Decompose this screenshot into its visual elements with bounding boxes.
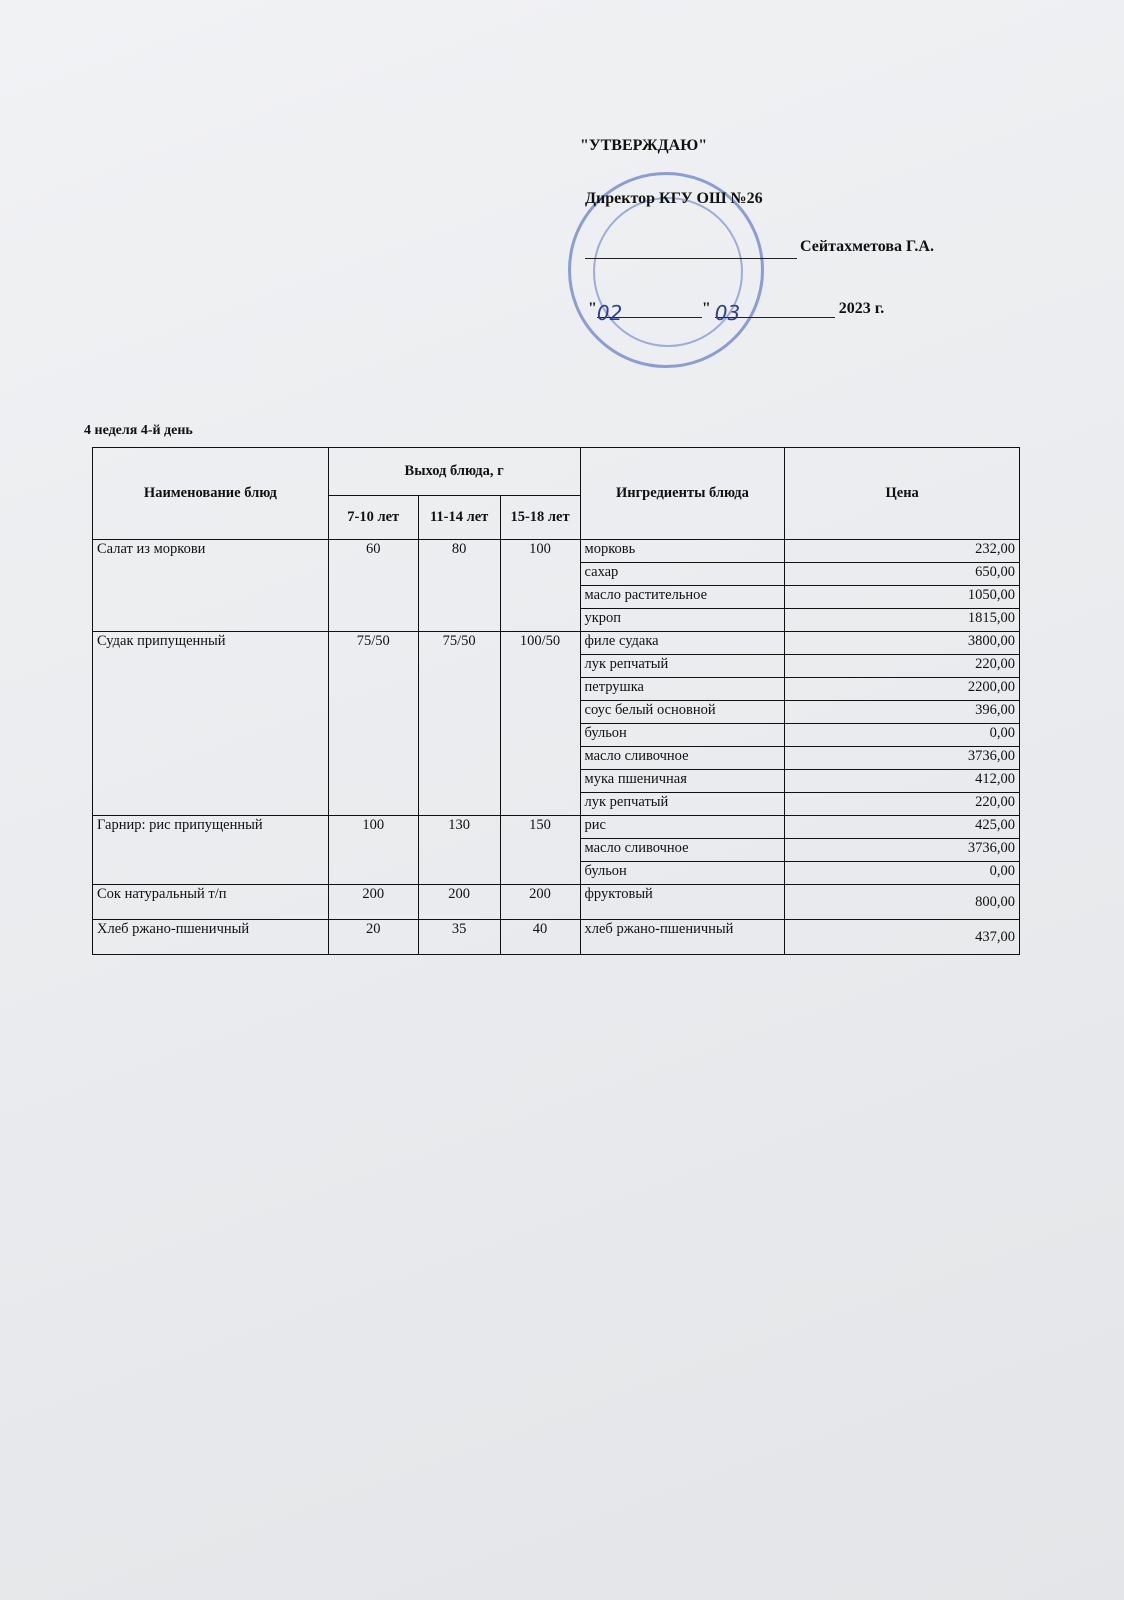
ingredient-price: 425,00 [785,816,1020,839]
ingredient-name: морковь [580,540,785,563]
ingredient-name: лук репчатый [580,655,785,678]
quote-mark: " [588,300,597,317]
yield-15-18: 150 [500,816,580,885]
ingredient-price: 0,00 [785,862,1020,885]
yield-7-10: 60 [328,540,418,632]
dish-name: Гарнир: рис припущенный [93,816,329,885]
table-row [93,816,1020,839]
dish-name: Судак припущенный [93,632,329,816]
quote-mark: " [701,300,711,317]
yield-11-14: 130 [418,816,500,885]
yield-15-18: 200 [500,885,580,920]
yield-7-10: 20 [328,920,418,955]
yield-11-14: 35 [418,920,500,955]
yield-11-14: 200 [418,885,500,920]
ingredient-name: мука пшеничная [580,770,785,793]
ingredient-name: масло сливочное [580,839,785,862]
ingredient-price: 3800,00 [785,632,1020,655]
ingredient-name: бульон [580,724,785,747]
dish-name: Сок натуральный т/п [93,885,329,920]
ingredient-price: 412,00 [785,770,1020,793]
yield-7-10: 75/50 [328,632,418,816]
ingredient-name: лук репчатый [580,793,785,816]
ingredient-price: 650,00 [785,563,1020,586]
header-age-15-18: 15-18 лет [500,496,580,540]
ingredient-price: 1050,00 [785,586,1020,609]
header-ingredients: Ингредиенты блюда [580,448,785,540]
ingredient-name: укроп [580,609,785,632]
ingredient-name: рис [580,816,785,839]
ingredient-name: масло сливочное [580,747,785,770]
yield-15-18: 100 [500,540,580,632]
header-price: Цена [785,448,1020,540]
table-row [93,540,1020,563]
header-output: Выход блюда, г [328,448,580,496]
ingredient-price: 232,00 [785,540,1020,563]
director-title: Директор КГУ ОШ №26 [585,190,763,207]
ingredient-price: 220,00 [785,793,1020,816]
director-name: Сейтахметова Г.А. [800,238,934,255]
yield-15-18: 100/50 [500,632,580,816]
date-year: 2023 г. [838,300,885,317]
ingredient-price: 437,00 [785,920,1020,955]
table-row [93,885,1020,920]
yield-7-10: 100 [328,816,418,885]
ingredient-name: филе судака [580,632,785,655]
yield-11-14: 75/50 [418,632,500,816]
ingredient-name: бульон [580,862,785,885]
date-day-field [596,301,702,325]
ingredient-price: 2200,00 [785,678,1020,701]
ingredient-price: 800,00 [785,885,1020,920]
menu-subtitle: 4 неделя 4-й день [84,423,193,438]
approval-date [588,300,885,325]
dish-name: Салат из моркови [93,540,329,632]
ingredient-name: масло растительное [580,586,785,609]
header-age-11-14: 11-14 лет [418,496,500,540]
date-month: 03 [714,301,741,325]
menu-table [92,447,1020,955]
ingredient-name: сахар [580,563,785,586]
signature-line [585,258,797,259]
date-month-field [714,301,835,325]
date-day: 02 [596,301,623,325]
ingredient-price: 396,00 [785,701,1020,724]
ingredient-price: 3736,00 [785,747,1020,770]
yield-15-18: 40 [500,920,580,955]
table-row [93,632,1020,655]
ingredient-price: 3736,00 [785,839,1020,862]
ingredient-price: 1815,00 [785,609,1020,632]
ingredient-name: петрушка [580,678,785,701]
header-name: Наименование блюд [93,448,329,540]
ingredient-price: 220,00 [785,655,1020,678]
yield-7-10: 200 [328,885,418,920]
table-row [93,920,1020,955]
yield-11-14: 80 [418,540,500,632]
ingredient-name: фруктовый [580,885,785,920]
header-age-7-10: 7-10 лет [328,496,418,540]
ingredient-name: хлеб ржано-пшеничный [580,920,785,955]
approval-title: "УТВЕРЖДАЮ" [580,137,708,154]
ingredient-name: соус белый основной [580,701,785,724]
dish-name: Хлеб ржано-пшеничный [93,920,329,955]
ingredient-price: 0,00 [785,724,1020,747]
